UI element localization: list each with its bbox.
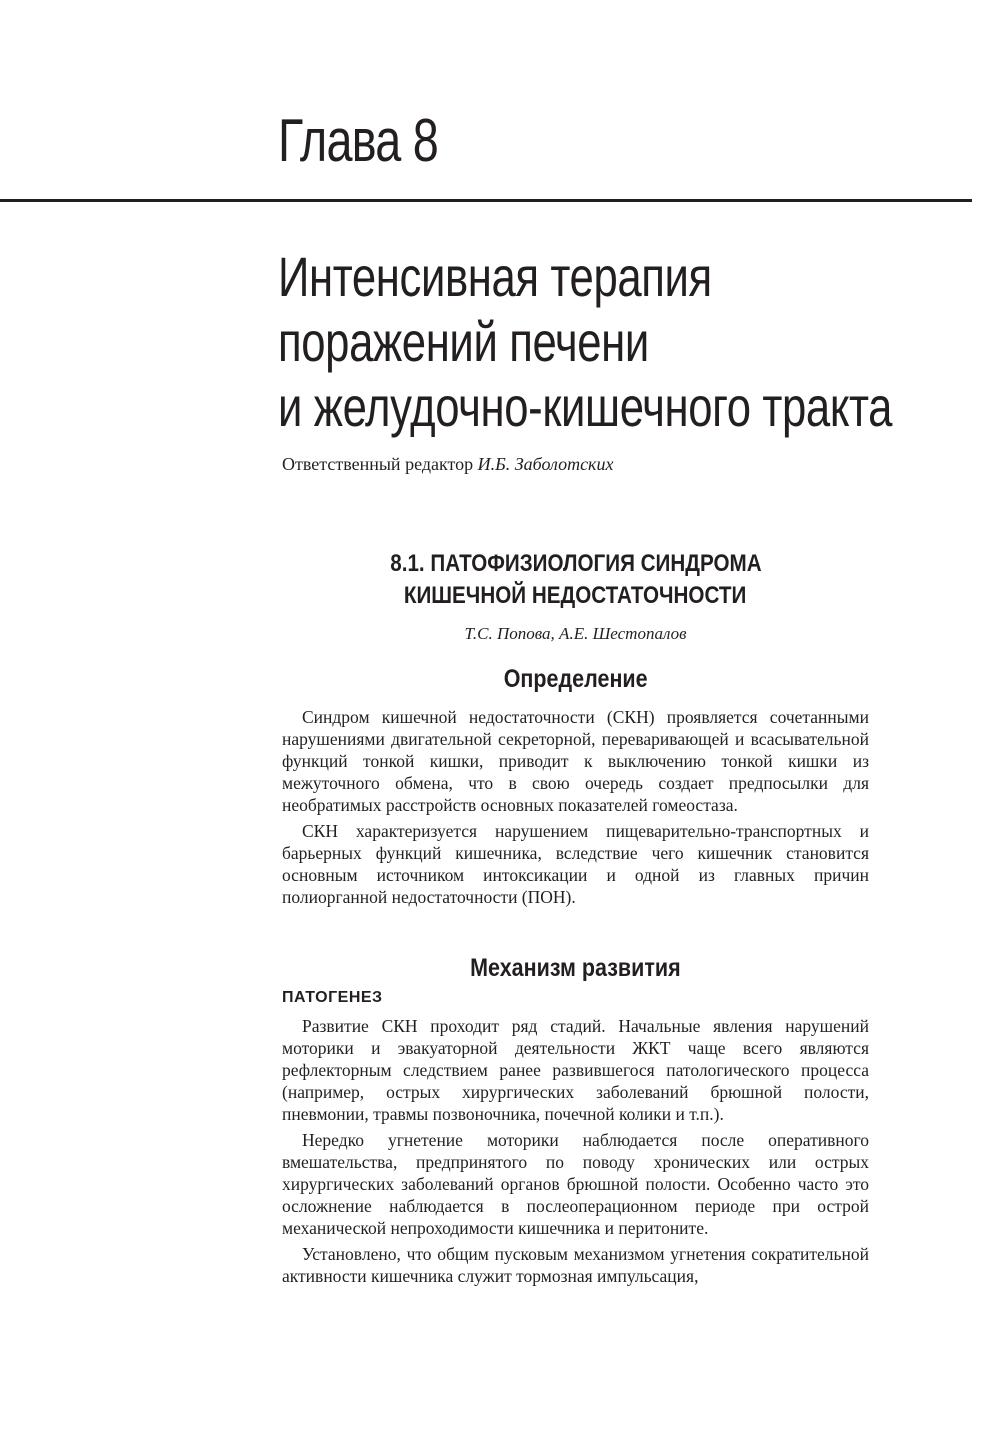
paragraph: Синдром кишечной недостаточности (СКН) проявляется сочетанными нарушениями двигательной секреторной, переваривающей и всасывательной функций тонкой кишки, приводит к выключению тонкой кишки из межуточного обмена, что в свою очередь создает предпосылки для необратимых расстройств основных показателей гомеостаза.: [282, 707, 869, 815]
paragraph: Развитие СКН проходит ряд стадий. Начальные явления нарушений моторики и эвакуаторной деятельности ЖКТ чаще всего являются рефлекторным следствием ранее развившегося патологического процесса (например, острых хирургических заболеваний брюшной полости, пневмонии, травмы позвоночника, почечной колики и т.п.).: [282, 1016, 869, 1124]
chapter-title-line: Интенсивная терапия: [278, 245, 712, 308]
responsible-editor-name: И.Б. Заболотских: [477, 454, 614, 474]
chapter-label: Глава 8: [278, 107, 438, 174]
chapter-title: [278, 244, 893, 439]
paragraph: Нередко угнетение моторики наблюдается после оперативного вмешательства, предпринятого по поводу хронических или острых хирургических заболеваний органов брюшной полости. Особенно часто это осложнение наблюдается в послеоперационном периоде при острой механической непроходимости кишечника и перитоните.: [282, 1130, 869, 1238]
mechanism-body: [282, 1015, 869, 1287]
section-authors: Т.С. Попова, А.Е. Шестопалов: [464, 624, 687, 643]
section-heading: [282, 548, 869, 612]
chapter-divider: [0, 199, 972, 202]
mechanism-heading-text: Механизм развития: [470, 954, 681, 982]
pathogenesis-heading: ПАТОГЕНЕЗ: [282, 989, 383, 1006]
section-heading-line: КИШЕЧНОЙ НЕДОСТАТОЧНОСТИ: [404, 582, 747, 609]
chapter-title-line: и желудочно-кишечного тракта: [278, 375, 893, 438]
mechanism-heading: [282, 953, 869, 983]
paragraph: СКН характеризуется нарушением пищеварительно-транспортных и барьерных функций кишечника, вследствие чего кишечник становится основным источником интоксикации и одной из главных причин полиорганной недостаточности (ПОН).: [282, 821, 869, 907]
section-heading-line: 8.1. ПАТОФИЗИОЛОГИЯ СИНДРОМА: [389, 550, 762, 577]
definition-heading: [282, 664, 869, 694]
responsible-editor: [282, 453, 613, 475]
paragraph: Установлено, что общим пусковым механизмом угнетения сократительной активности кишечника служит тормозная импульсация,: [282, 1244, 869, 1286]
definition-body: [282, 706, 869, 908]
chapter-title-line: поражений печени: [278, 310, 649, 373]
responsible-editor-label: Ответственный редактор: [282, 454, 474, 474]
definition-heading-text: Определение: [503, 665, 648, 693]
